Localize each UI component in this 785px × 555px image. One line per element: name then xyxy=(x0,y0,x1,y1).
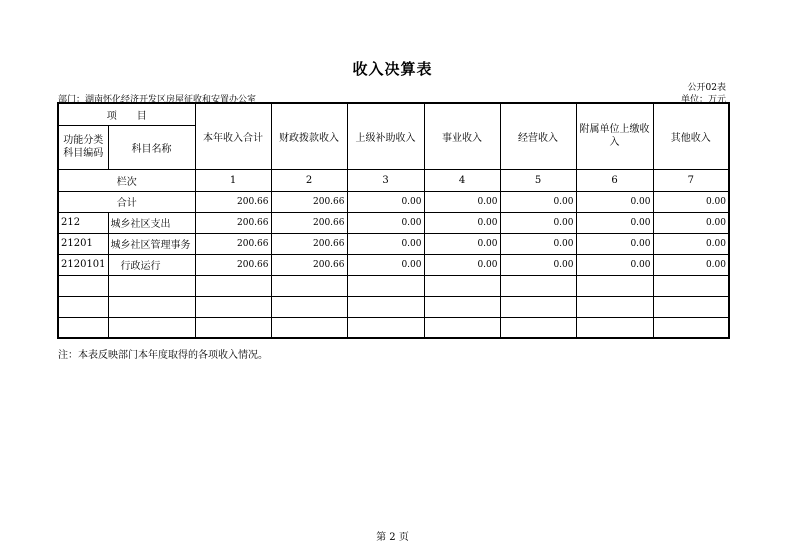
table-cell: 200.66 xyxy=(271,254,347,275)
empty-row xyxy=(58,296,729,317)
empty-row xyxy=(58,275,729,296)
table-cell: 0.00 xyxy=(347,191,424,212)
table-cell: 0.00 xyxy=(347,254,424,275)
table-row xyxy=(58,233,729,254)
col-number: 1 xyxy=(195,169,271,191)
table-cell: 200.66 xyxy=(195,233,271,254)
table-cell: 200.66 xyxy=(271,233,347,254)
func-code-cell: 21201 xyxy=(58,233,108,254)
empty-row xyxy=(58,317,729,338)
table-cell: 0.00 xyxy=(653,254,729,275)
col-number: 4 xyxy=(424,169,500,191)
table-cell: 200.66 xyxy=(271,191,347,212)
table-cell: 0.00 xyxy=(500,191,576,212)
col-header-4: 事业收入 xyxy=(424,103,500,169)
col-number: 2 xyxy=(271,169,347,191)
form-code: 公开02表 xyxy=(687,83,726,93)
table-cell: 0.00 xyxy=(500,212,576,233)
table-row xyxy=(58,212,729,233)
subject-name-cell: 行政运行 xyxy=(108,254,195,275)
col-header-5: 经营收入 xyxy=(500,103,576,169)
col-header-7: 其他收入 xyxy=(653,103,729,169)
table-cell: 0.00 xyxy=(424,212,500,233)
table-cell: 0.00 xyxy=(347,212,424,233)
table-cell: 200.66 xyxy=(195,254,271,275)
table-cell: 0.00 xyxy=(424,233,500,254)
col-number: 5 xyxy=(500,169,576,191)
total-row xyxy=(58,191,729,212)
table-cell: 0.00 xyxy=(653,212,729,233)
table-cell: 0.00 xyxy=(424,254,500,275)
department-label: 部门：湖南怀化经济开发区房屋征收和安置办公室 xyxy=(58,95,257,105)
col-number: 3 xyxy=(347,169,424,191)
table-cell: 0.00 xyxy=(576,233,653,254)
subject-name-cell: 城乡社区支出 xyxy=(108,212,195,233)
table-cell: 0.00 xyxy=(576,191,653,212)
table-cell: 0.00 xyxy=(576,254,653,275)
table-cell: 0.00 xyxy=(347,233,424,254)
table-cell: 0.00 xyxy=(576,212,653,233)
total-label: 合计 xyxy=(58,191,195,212)
col-number: 6 xyxy=(576,169,653,191)
page-number: 第 2 页 xyxy=(376,532,409,543)
col-header-1: 本年收入合计 xyxy=(195,103,271,169)
table-cell: 0.00 xyxy=(500,254,576,275)
table-cell: 200.66 xyxy=(271,212,347,233)
col-header-6: 附属单位上缴收入 xyxy=(576,103,653,169)
table-cell: 200.66 xyxy=(195,212,271,233)
row-number-label: 栏次 xyxy=(58,169,195,191)
table-cell: 0.00 xyxy=(424,191,500,212)
table-row xyxy=(58,254,729,275)
report-title: 收入决算表 xyxy=(352,60,433,78)
table-cell: 0.00 xyxy=(653,233,729,254)
table-cell: 0.00 xyxy=(653,191,729,212)
col-header-3: 上级补助收入 xyxy=(347,103,424,169)
func-code-header: 功能分类科目编码 xyxy=(58,125,108,169)
unit-label: 单位：万元 xyxy=(680,95,726,105)
subject-name-cell: 城乡社区管理事务 xyxy=(108,233,195,254)
col-header-2: 财政拨款收入 xyxy=(271,103,347,169)
table-cell: 200.66 xyxy=(195,191,271,212)
table-cell: 0.00 xyxy=(500,233,576,254)
col-number: 7 xyxy=(653,169,729,191)
footnote: 注：本表反映部门本年度取得的各项收入情况。 xyxy=(58,350,268,361)
item-header: 项 目 xyxy=(58,103,195,125)
func-code-cell: 212 xyxy=(58,212,108,233)
income-table xyxy=(57,102,730,339)
subject-name-header: 科目名称 xyxy=(108,125,195,169)
func-code-cell: 2120101 xyxy=(58,254,108,275)
